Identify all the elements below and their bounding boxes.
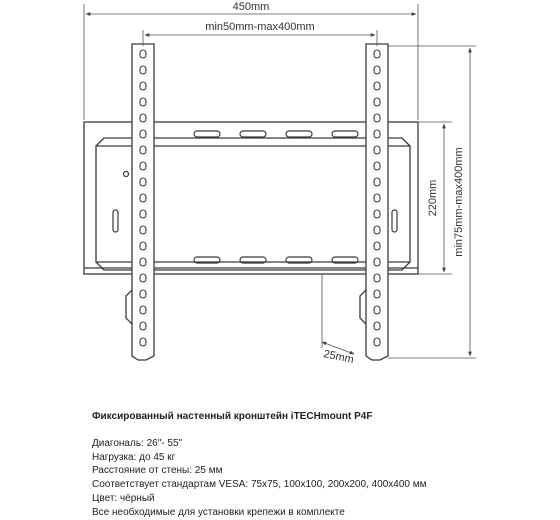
plate-height-label: 220mm [427, 179, 439, 217]
spec-line-fasteners: Все необходимые для установки крепежи в комплекте [92, 506, 345, 518]
overall-width-label: 450mm [232, 1, 270, 13]
spec-line-vesa: Соответствует стандартам VESA: 75x75, 100x100, 200x200, 400x400 мм [92, 479, 427, 491]
dim-depth [322, 274, 354, 354]
spec-line-color: Цвет: чёрный [92, 492, 155, 504]
product-title: Фиксированный настенный кронштейн iTECHmount P4F [92, 411, 373, 422]
depth-label: 25mm [322, 348, 355, 367]
vesa-width-label: min50mm-max400mm [205, 21, 315, 33]
spec-line-diagonal: Диагональ: 26"- 55" [92, 437, 183, 449]
product-description [92, 410, 532, 520]
wall-plate-slots [113, 131, 397, 263]
spec-line-load: Нагрузка: до 45 кг [92, 451, 176, 463]
spec-line-wall-distance: Расстояние от стены: 25 мм [92, 465, 223, 477]
vesa-height-label: min75mm-max400mm [453, 147, 465, 257]
